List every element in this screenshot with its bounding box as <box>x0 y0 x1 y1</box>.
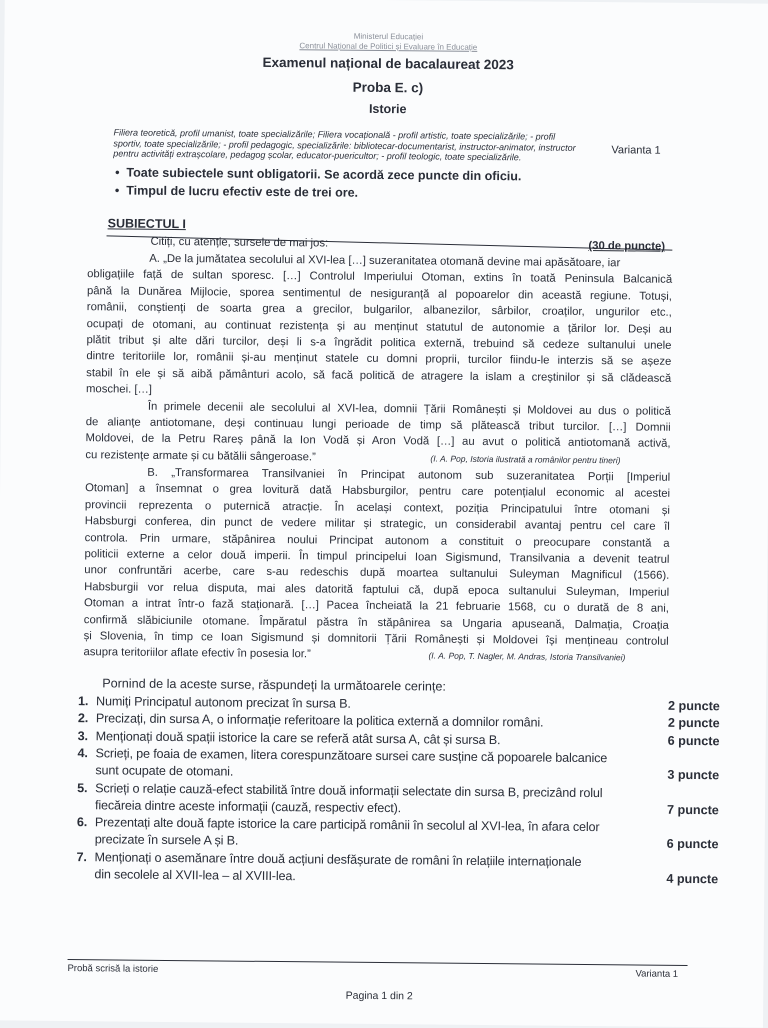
question-text: fiecăreia dintre aceste informații (cauză, respectiv efect). <box>94 798 402 816</box>
question-text: Scrieți, pe foaia de examen, litera corespunzătoare sursei care susține că popoarele balcanice <box>95 746 608 766</box>
question-points: 6 puncte <box>666 837 719 852</box>
task-intro: Pornind de la aceste surse, răspundeți la următoarele cerințe: <box>102 676 447 694</box>
source-line: românii, conștienți de soarta grea a grecilor, bulgarilor, albanezilor, sârbilor, croaților, ungurilor etc., <box>86 301 672 319</box>
question-text: Prezentați alte două fapte istorice la care participă românii în secolul al XVI-lea, în afara celor <box>94 815 600 835</box>
source-line: dintre teritoriile lor, românii și-au menținut statele cu domni proprii, turcilor fiindu-le interzis să se așeze <box>86 350 672 369</box>
source-line: B. „Transformarea Transilvaniei în Principat autonom sub suzeranitatea Porții [Imperiul <box>147 466 671 484</box>
question-points: 4 puncte <box>666 871 719 887</box>
question-text: Precizați, din sursa A, o informație referitoare la politica externă a domnilor români. <box>95 711 544 730</box>
question-line <box>95 832 239 850</box>
bullet-text: Timpul de lucru efectiv este de trei ore. <box>126 183 359 200</box>
intro-text: Citiți, cu atenție, sursele de mai jos: <box>150 235 329 250</box>
question-line <box>78 693 351 713</box>
question-points: 2 puncte <box>667 698 720 714</box>
question-number: 1. <box>77 694 89 709</box>
question-text: Menționați o asemănare între două acțiuni desfășurate de români în relațiile internaționale <box>94 849 582 869</box>
source-line: Moldovei, de la Petru Rareș până la Ion Vodă și Aron Vodă […] au avut o politică antiotomană activă, <box>85 432 671 451</box>
question-points: 3 puncte <box>667 767 720 783</box>
source-line: moschei. […] <box>85 383 153 396</box>
source-citation: (I. A. Pop, T. Nagler, M. Andras, Istoria Transilvaniei) <box>428 650 626 663</box>
source-line: Otoman a intrat într-o fază staționară. […] Pacea încheiată la 21 februarie 1568, cu o durată de 8 ani, <box>83 597 670 615</box>
rule-bullet-2: • Timpul de lucru efectiv este de trei ore. <box>114 183 359 200</box>
source-line: cu rezistențe armate și cu bătălii sângeroase.” <box>85 448 316 464</box>
source-line: Otoman] a însemnat o grea lovitură dată Habsburgilor, pentru care potențialul economic al acestei <box>85 482 671 501</box>
variant-label: Varianta 1 <box>611 144 661 157</box>
question-points: 7 puncte <box>666 802 719 818</box>
source-line: de alianțe antiotomane, deși continuau lungi perioade de timp să plătească tribut turcilor. […] Domnii <box>85 416 671 434</box>
question-text: sunt ocupate de otomani. <box>95 763 234 779</box>
source-line: asupra teritoriilor aflate efectiv în posesia lor.” <box>83 646 311 661</box>
source-line: controla. Prin urmare, stăpânirea noului Principat autonom a constituit o preocupare constantă a <box>84 531 670 550</box>
question-number: 5. <box>77 780 88 795</box>
source-line: Habsburgii vor relua disputa, mai ales datorită faptului că, după epoca sultanului Suleyman, Imperiul <box>84 580 670 599</box>
source-line: A. „De la jumătatea secolului al XVI-lea […] suzeranitatea otomană devine mai apăsătoare, iar <box>149 252 621 270</box>
source-line: provincii reprezenta o puternică atracție. În același context, poziția Principatului între otomani și <box>84 498 670 517</box>
rule-bullet-1: • Toate subiectele sunt obligatorii. Se acordă zece puncte din oficiu. <box>115 165 522 184</box>
question-text: Menționați două spații istorice la care se referă atât sursa A, cât și sursa B. <box>95 728 501 747</box>
bullet-text: Toate subiectele sunt obligatorii. Se acordă zece puncte din oficiu. <box>126 165 522 184</box>
question-number: 6. <box>76 815 88 830</box>
source-line: Habsburgi conferea, din punct de vedere militar și strategic, un considerabil avantaj pentru cel care îl <box>84 515 670 533</box>
source-line: plătit tribut și alte dări turcilor, deși li s-a îngrădit politica externă, trebuind să cedeze sultanului unele <box>86 334 672 352</box>
question-number: 3. <box>77 728 88 743</box>
source-line: ocupați de otomani, au continuat rezistența și au menținut statutul de autonomie a țărilor lor. Deși au <box>86 317 672 336</box>
exam-title: Examenul național de bacalaureat 2023 <box>262 54 514 73</box>
source-line: confirmă slăbiciunile otomane. Împăratul păstra în stăpânirea sa Ungaria apuseană, Dalmația, Croația <box>83 613 669 632</box>
question-text: din secolele al XVII-lea – al XVIII-lea. <box>94 867 296 884</box>
footer-rule <box>68 959 688 966</box>
source-citation: (I. A. Pop, Istoria ilustrată a românilor pentru tineri) <box>430 453 621 466</box>
question-text: precizate în sursele A și B. <box>94 832 239 849</box>
question-points: 2 puncte <box>667 716 720 731</box>
source-line: obligațiile față de sultan sporesc. […] Controlul Imperiului Otoman, extins în toată Peninsula Balcanică <box>87 268 673 287</box>
ministry-line: Ministerul Educației <box>353 31 424 42</box>
footer-right: Varianta 1 <box>635 968 679 980</box>
section-points: (30 de puncte) <box>588 239 666 253</box>
question-text: Numiți Principatul autonom precizat în sursa B. <box>95 694 351 711</box>
source-line: și Slovenia, în timp ce Ioan Sigismund și domnitorii Țării Românești și Moldovei își mențineau controlul <box>83 630 669 648</box>
question-number: 7. <box>76 849 87 864</box>
question-line <box>95 762 233 780</box>
question-line <box>94 866 295 885</box>
question-number: 4. <box>77 745 88 761</box>
proba-title: Proba E. c) <box>352 79 424 96</box>
subject-title: Istorie <box>368 101 407 117</box>
question-points: 6 puncte <box>667 733 720 748</box>
source-line: unor confruntări acerbe, care s-au redeschis după moartea sultanului Suleyman Magnificul (1566). <box>84 564 670 583</box>
center-line: Centrul Național de Politici și Evaluare în Educație <box>299 41 478 52</box>
question-text: Scrieți o relație cauză-efect stabilită între două informații selectate din sursa B, precizând rolul <box>95 780 603 800</box>
question-number: 2. <box>77 711 89 726</box>
page-number: Pagina 1 din 2 <box>345 989 413 1003</box>
source-line: stabil în ele și să aibă pământuri acolo, să facă politică de atragere la islam a creștinilor și să clădească <box>86 366 672 385</box>
source-line: politicii externe a celor două imperii. În timpul principelui Ioan Sigismund, Transilvania a devenit teatrul <box>84 548 670 566</box>
source-line: În primele decenii ale secolului al XVI-lea, domnii Țării Românești și Moldovei au dus o politică <box>147 400 671 418</box>
filiera-text: Filiera teoretică, profil umanist, toate specializările; Filiera vocațională - profil artistic, toate specializările; - profil sportiv, toate specializările; - profil pedagogic, specializările: bibliotecar-documentarist, instructor-animator, instructor pentru activități extrașcolare, pedagog școlar, educator-puericultor; - profil teologic, toate specializările. <box>113 127 576 163</box>
source-line: până la Dunărea Mijlocie, sporea sentimentul de nesiguranță al popoarelor din această regiune. Totuși, <box>86 284 673 303</box>
footer-left: Probă scrisă la istorie <box>67 963 159 975</box>
section-heading: SUBIECTUL I <box>107 216 186 232</box>
